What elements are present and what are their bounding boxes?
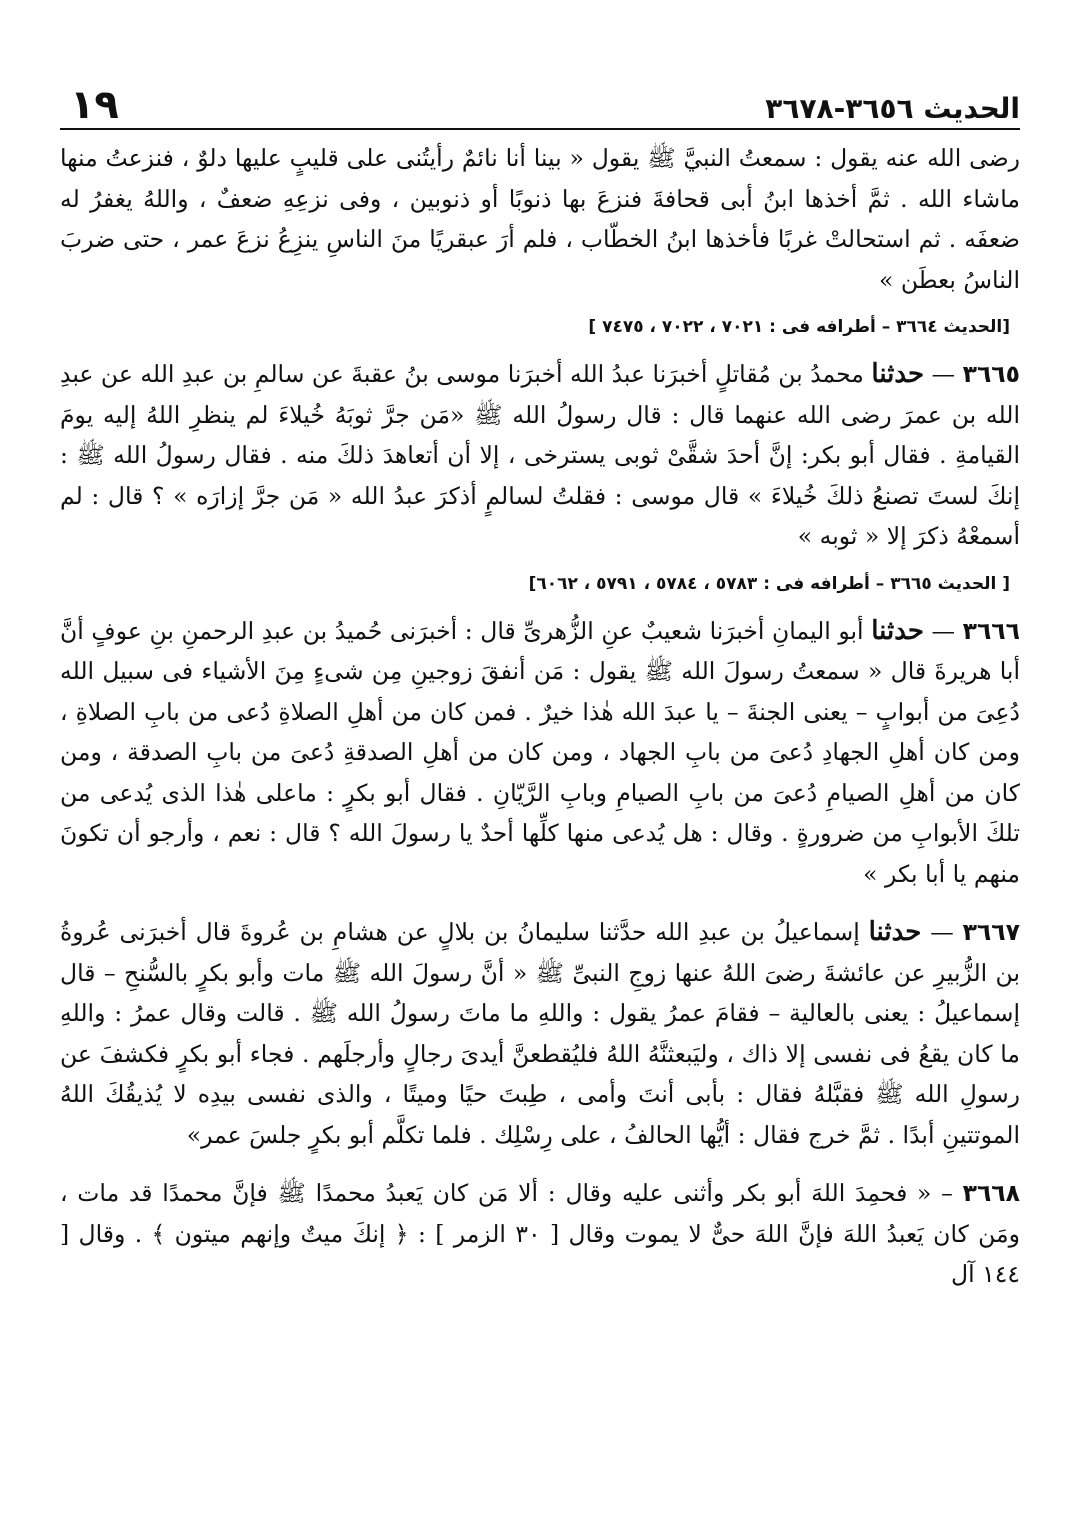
hadith-number: ٣٦٦٧	[962, 918, 1020, 946]
hadith-paragraph	[60, 1173, 1020, 1295]
running-title: الحديث ٣٦٥٦-٣٦٧٨	[765, 92, 1020, 125]
hadith-lead-word: حدثنا	[871, 359, 925, 389]
hadith-lead-word: حدثنا	[868, 917, 922, 947]
hadith-text-body: أبو اليمانِ أخبرَنا شعيبٌ عنِ الزُّهرىِّ قال : أخبرَنى حُميدُ بن عبدِ الرحمنِ بنِ عوفٍ أنَّ أبا هريرةَ قال « سمعتُ رسولَ الله ﷺ يقول : مَن أنفقَ زوجينِ مِن شىءٍ مِنَ الأشياء فى سبيل الله دُعِىَ من أبوابٍ – يعنى الجنةَ – يا عبدَ الله هٰذا خيرٌ . فمن كان من أهلِ الصلاةِ دُعى من بابِ الصلاةِ ، ومن كان أهلِ الجهادِ دُعىَ من بابِ الجهاد ، ومن كان من أهلِ الصدقةِ دُعىَ من بابِ الصدقة ، ومن كان من أهلِ الصيامِ دُعىَ من بابِ الصيامِ وبابِ الرَّيّانِ . فقال أبو بكرٍ : ماعلى هٰذا الذى يُدعى من تلكَ الأبوابِ من ضرورةٍ . وقال : هل يُدعى منها كلِّها أحدٌ يا رسولَ الله ؟ قال : نعم ، وأرجو أن تكونَ منهم يا أبا بكر »	[60, 616, 1020, 888]
book-page	[60, 78, 1020, 1288]
hadith-references: [ الحديث ٣٦٦٥ – أطرافه فى : ٥٧٨٣ ، ٥٧٨٤ ، ٥٧٩١ ، ٦٠٦٢]	[528, 573, 1010, 594]
hadith-references: [الحديث ٣٦٦٤ – أطرافه فى : ٧٠٢١ ، ٧٠٢٢ ، ٧٤٧٥ ]	[588, 317, 1010, 337]
hadith-text-body: محمدُ بن مُقاتلٍ أخبرَنا عبدُ الله أخبرَنا موسى بنُ عقبةَ عن سالمِ بن عبدِ الله عن عبدِ الله بن عمرَ رضى الله عنهما قال : قال رسولُ الله ﷺ «مَن جرَّ ثوبَهُ خُيلاءَ لم ينظرِ اللهُ إليه يومَ القيامةِ . فقال أبو بكر: إنَّ أحدَ شقَّىْ ثوبى يسترخى ، إلا أن أتعاهدَ ذلكَ منه . فقال رسولُ الله ﷺ : إنكَ لستَ تصنعُ ذلكَ خُيلاءَ » قال موسى : فقلتُ لسالمٍ أذكرَ عبدُ الله « مَن جرَّ إزارَه » ؟ قال : لم أسمعْهُ ذكرَ إلا « ثوبه »	[60, 360, 1020, 550]
hadith-paragraph: ٣٦٦٦ — حدثنا أبو اليمانِ أخبرَنا شعيبٌ عنِ الزُّهرىِّ قال : أخبرَنى حُميدُ بن عبدِ الرحمنِ بنِ عوفٍ أنَّ أبا هريرةَ قال « سمعتُ رسولَ الله ﷺ يقول : مَن أنفقَ زوجينِ مِن شىءٍ مِنَ الأشياء فى سبيل الله دُعِىَ من أبوابٍ – يعنى الجنةَ – يا عبدَ الله هٰذا خيرٌ . فمن كان من أهلِ الصلاةِ دُعى من بابِ الصلاةِ ، ومن كان أهلِ الجهادِ دُعىَ من بابِ الجهاد ، ومن كان من أهلِ الصدقةِ دُعىَ من بابِ الصدقة ، ومن كان من أهلِ الصيامِ دُعىَ من بابِ الصيامِ وبابِ الرَّيّانِ . فقال أبو بكرٍ : ماعلى هٰذا الذى يُدعى من تلكَ الأبوابِ من ضرورةٍ . وقال : هل يُدعى منها كلِّها أحدٌ يا رسولَ الله ؟ قال : نعم ، وأرجو أن تكونَ منهم يا أبا بكر »	[60, 615, 1020, 888]
hadith-number: ٣٦٦٥	[962, 360, 1020, 388]
hadith-paragraph	[60, 138, 1020, 300]
hadith-paragraph: ٣٦٦٥ — حدثنا محمدُ بن مُقاتلٍ أخبرَنا عبدُ الله أخبرَنا موسى بنُ عقبةَ عن سالمِ بن عبدِ الله عن عبدِ الله بن عمرَ رضى الله عنهما قال : قال رسولُ الله ﷺ «مَن جرَّ ثوبَهُ خُيلاءَ لم ينظرِ اللهُ إليه يومَ القيامةِ . فقال أبو بكر: إنَّ أحدَ شقَّىْ ثوبى يسترخى ، إلا أن أتعاهدَ ذلكَ منه . فقال رسولُ الله ﷺ : إنكَ لستَ تصنعُ ذلكَ خُيلاءَ » قال موسى : فقلتُ لسالمٍ أذكرَ عبدُ الله « مَن جرَّ إزارَه » ؟ قال : لم أسمعْهُ ذكرَ إلا « ثوبه »	[60, 359, 1020, 550]
hadith-number: ٣٦٦٨	[962, 1179, 1020, 1207]
hadith-text	[60, 138, 1020, 1313]
hadith-lead-word: حدثنا	[871, 615, 924, 646]
hadith-text-body: إسماعيلُ بن عبدِ الله حدَّثنا سليمانُ بن بلالٍ عن هشامِ بن عُروةَ قال أخبرَنى عُروةُ بن الزُّبيرِ عن عائشةَ رضىَ اللهُ عنها زوجِ النبىِّ ﷺ « أنَّ رسولَ الله ﷺ مات وأبو بكرٍ بالسُّنحِ – قال إسماعيلُ : يعنى بالعالية – فقامَ عمرُ يقول : واللهِ ما ماتَ رسولُ الله ﷺ . قالت وقال عمرُ : واللهِ ما كان يقعُ فى نفسى إلا ذاك ، وليَبعثنَّهُ اللهُ فليُقطعنَّ أيدىَ رجالٍ وأرجلَهم . فجاء أبو بكرٍ فكشفَ عن رسولِ الله ﷺ فقبَّلهُ فقال : بأبى أنتَ وأمى ، طِبتَ حيًا وميتًا ، والذى نفسى بيدِه لا يُذيقُكَ اللهُ الموتتينِ أبدًا . ثمَّ خرج فقال : أيُّها الحالفُ ، على رِسْلِك . فلما تكلَّم أبو بكرٍ جلسَ عمر»	[60, 918, 1020, 1149]
hadith-paragraph: ٣٦٦٧ — حدثنا إسماعيلُ بن عبدِ الله حدَّثنا سليمانُ بن بلالٍ عن هشامِ بن عُروةَ قال أخبرَنى عُروةُ بن الزُّبيرِ عن عائشةَ رضىَ اللهُ عنها زوجِ النبىِّ ﷺ « أنَّ رسولَ الله ﷺ مات وأبو بكرٍ بالسُّنحِ – قال إسماعيلُ : يعنى بالعالية – فقامَ عمرُ يقول : واللهِ ما ماتَ رسولُ الله ﷺ . قالت وقال عمرُ : واللهِ ما كان يقعُ فى نفسى إلا ذاك ، وليَبعثنَّهُ اللهُ فليُقطعنَّ أيدىَ رجالٍ وأرجلَهم . فجاء أبو بكرٍ فكشفَ عن رسولِ الله ﷺ فقبَّلهُ فقال : بأبى أنتَ وأمى ، طِبتَ حيًا وميتًا ، والذى نفسى بيدِه لا يُذيقُكَ اللهُ الموتتينِ أبدًا . ثمَّ خرج فقال : أيُّها الحالفُ ، على رِسْلِك . فلما تكلَّم أبو بكرٍ جلسَ عمر»	[60, 917, 1020, 1149]
header-rule	[60, 128, 1020, 130]
hadith-number: ٣٦٦٦	[962, 616, 1020, 645]
page-header	[60, 78, 1020, 130]
page-number: ١٩	[70, 82, 119, 128]
hadith-text-body: – « فحمِدَ اللهَ أبو بكر وأثنى عليه وقال : ألا مَن كان يَعبدُ محمدًا ﷺ فإنَّ محمدًا قد مات ، ومَن كان يَعبدُ اللهَ فإنَّ اللهَ حىٌّ لا يموت وقال [ ٣٠ الزمر ] : ﴿ إنكَ ميتٌ وإنهم ميتون ﴾ . وقال [ ١٤٤ آل	[60, 1179, 1020, 1288]
hadith-text-body: رضى الله عنه يقول : سمعتُ النبيَّ ﷺ يقول « بينا أنا نائمٌ رأيتُنى على قليبٍ عليها دلوٌ ، فنزعتُ منها ماشاء الله . ثمَّ أخذها ابنُ أبى قحافةَ فنزعَ بها ذنوبًا أو ذنوبين ، وفى نزعِهِ ضعفٌ ، واللهُ يغفرُ له ضعفَه . ثم استحالتْ غربًا فأخذها ابنُ الخطّاب ، فلم أرَ عبقريًا منَ الناسِ ينزِعُ نزعَ عمر ، حتى ضربَ الناسُ بعطَن »	[60, 144, 1020, 294]
